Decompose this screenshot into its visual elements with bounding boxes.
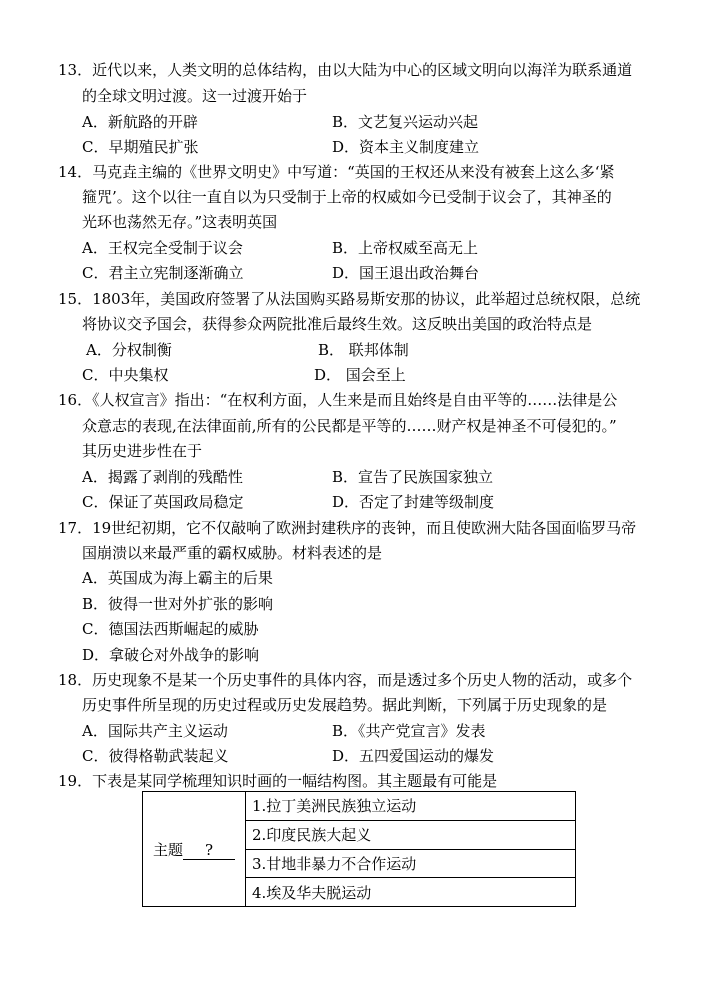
topic-row-1: 1.拉丁美洲民族独立运动 (246, 792, 576, 821)
q19-stem-line-1: 19．下表是某同学梳理知识时画的一幅结构图。其主题最有可能是 (58, 772, 498, 790)
q16-option-d[interactable]: D．否定了封建等级制度 (332, 493, 495, 511)
q17-stem-line-2: 国崩溃以来最严重的霸权威胁。材料表述的是 (82, 544, 383, 562)
q16-stem-line-2: 众意志的表现,在法律面前,所有的公民都是平等的……财产权是神圣不可侵犯的。” (82, 417, 617, 435)
topic-label-cell (143, 792, 246, 907)
q18-option-c[interactable]: C．彼得格勒武装起义 (82, 747, 229, 765)
q14-stem-line-2: 箍咒’。这个以往一直自以为只受制于上帝的权威如今已受制于议会了，其神圣的 (82, 188, 612, 206)
topic-structure-table (142, 791, 576, 907)
q16-option-c[interactable]: C．保证了英国政局稳定 (82, 493, 244, 511)
q18-option-b[interactable]: B．《共产党宣言》发表 (332, 722, 486, 740)
topic-label: 主题 (152, 840, 183, 859)
q15-option-c[interactable]: C．中央集权 (82, 366, 169, 384)
q15-option-a[interactable]: A．分权制衡 (86, 341, 172, 359)
q17-option-c[interactable]: C．德国法西斯崛起的威胁 (82, 620, 259, 638)
q13-option-d[interactable]: D．资本主义制度建立 (332, 138, 480, 156)
q15-stem-line-2: 将协议交予国会，获得参众两院批准后最终生效。这反映出美国的政治特点是 (82, 315, 593, 333)
q17-stem-line-1: 17．19世纪初期，它不仅敲响了欧洲封建秩序的丧钟，而且使欧洲大陆各国面临罗马帝 (58, 519, 637, 537)
q15-stem-line-1: 15．1803年，美国政府签署了从法国购买路易斯安那的协议，此举超过总统权限，总统 (58, 290, 641, 308)
q16-stem-line-1: 16．《人权宣言》指出：“在权利方面，人生来是而且始终是自由平等的……法律是公 (58, 391, 618, 409)
q16-option-b[interactable]: B．宣告了民族国家独立 (332, 468, 494, 486)
q13-option-a[interactable]: A．新航路的开辟 (82, 113, 198, 131)
q14-option-c[interactable]: C．君主立宪制逐渐确立 (82, 264, 244, 282)
q17-option-b[interactable]: B．彼得一世对外扩张的影响 (82, 595, 274, 613)
q15-option-b[interactable]: B． 联邦体制 (318, 341, 409, 359)
q15-option-d[interactable]: D． 国会至上 (314, 366, 406, 384)
topic-row-3: 3.甘地非暴力不合作运动 (246, 849, 576, 878)
q14-option-b[interactable]: B．上帝权威至高无上 (332, 239, 479, 257)
table-row (143, 792, 576, 821)
q13-option-c[interactable]: C．早期殖民扩张 (82, 138, 199, 156)
q18-stem-line-2: 历史事件所呈现的历史过程或历史发展趋势。据此判断，下列属于历史现象的是 (82, 696, 608, 714)
q13-option-b[interactable]: B．文艺复兴运动兴起 (332, 113, 479, 131)
q13-stem-line-1: 13．近代以来，人类文明的总体结构，由以大陆为中心的区域文明向以海洋为联系通道 (58, 61, 633, 79)
q16-stem-line-3: 其历史进步性在于 (82, 442, 203, 460)
q16-option-a[interactable]: A．揭露了剥削的残酷性 (82, 468, 243, 486)
q14-option-a[interactable]: A．王权完全受制于议会 (82, 239, 243, 257)
q13-stem-line-2: 的全球文明过渡。这一过渡开始于 (82, 87, 308, 105)
q18-stem-line-1: 18．历史现象不是某一个历史事件的具体内容，而是透过多个历史人物的活动，或多个 (58, 671, 633, 689)
topic-row-4: 4.埃及华夫脱运动 (246, 878, 576, 907)
q14-option-d[interactable]: D．国王退出政治舞台 (332, 264, 480, 282)
topic-row-2: 2.印度民族大起义 (246, 820, 576, 849)
q18-option-d[interactable]: D．五四爱国运动的爆发 (332, 747, 495, 765)
q18-option-a[interactable]: A．国际共产主义运动 (82, 722, 228, 740)
q17-option-a[interactable]: A．英国成为海上霸主的后果 (82, 569, 273, 587)
q14-stem-line-1: 14．马克垚主编的《世界文明史》中写道：“英国的王权还从来没有被套上这么多‘紧 (58, 163, 615, 181)
q17-option-d[interactable]: D．拿破仑对外战争的影响 (82, 646, 260, 664)
topic-blank: ? (183, 841, 235, 860)
q14-stem-line-3: 光环也荡然无存。”这表明英国 (82, 213, 278, 231)
